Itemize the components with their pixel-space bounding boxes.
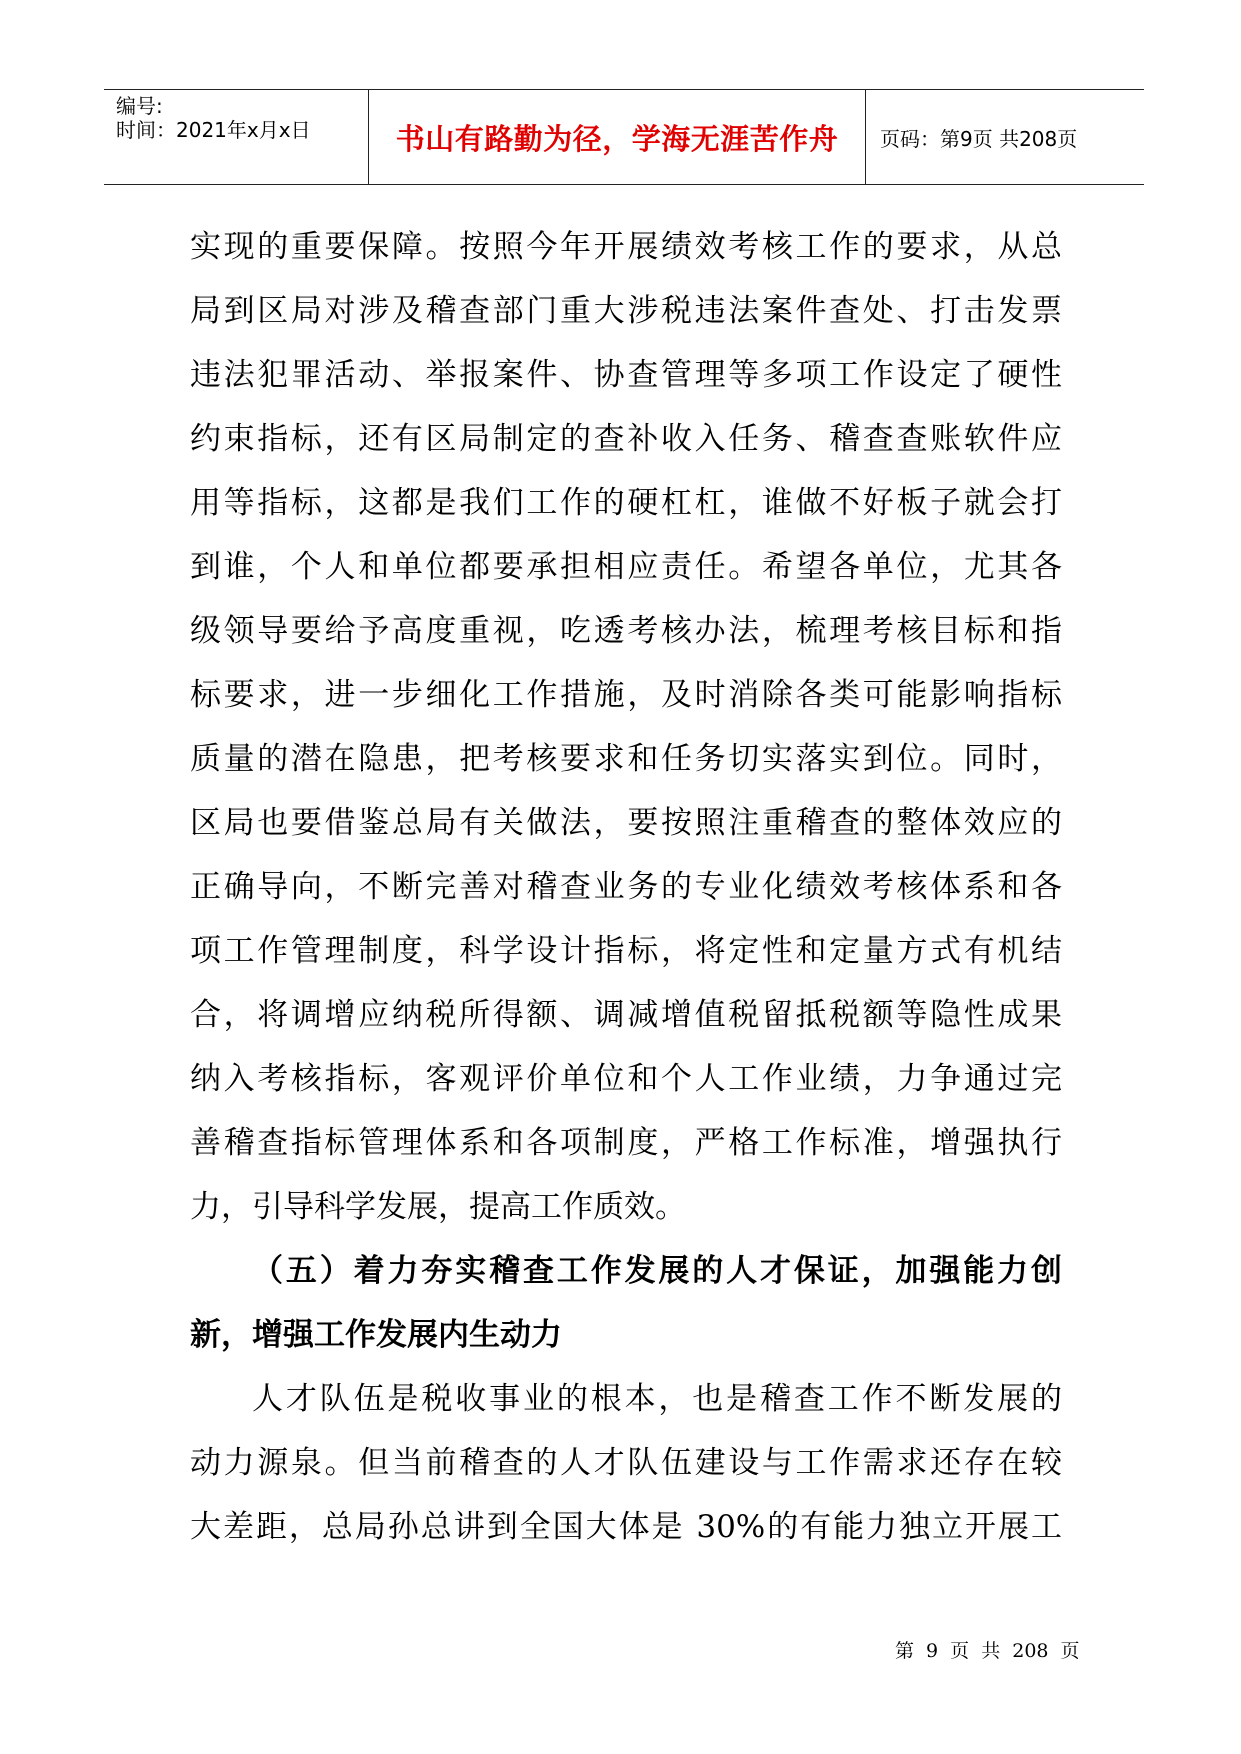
page-footer-number: 第 9 页 共 208 页 — [895, 1640, 1080, 1662]
section-heading-continued: 新，增强工作发展内生动力 — [190, 1317, 562, 1353]
body-line: 用等指标，这都是我们工作的硬杠杠，谁做不好板子就会打 — [190, 485, 1062, 521]
body-line: 善稽查指标管理体系和各项制度，严格工作标准，增强执行 — [190, 1125, 1062, 1161]
body-line: 局到区局对涉及稽查部门重大涉税违法案件查处、打击发票 — [190, 293, 1062, 329]
body-line: 力，引导科学发展，提高工作质效。 — [190, 1189, 686, 1225]
body-line: 违法犯罪活动、举报案件、协查管理等多项工作设定了硬性 — [190, 357, 1062, 393]
header-motto: 书山有路勤为径，学海无涯苦作舟 — [395, 121, 839, 156]
body-line: 质量的潜在隐患，把考核要求和任务切实落实到位。同时， — [190, 741, 1062, 777]
header-middle-cell — [368, 90, 866, 184]
page-header — [104, 89, 1144, 185]
section-heading: （五）着力夯实稽查工作发展的人才保证，加强能力创 — [252, 1253, 1062, 1289]
serial-number-label: 编号: — [116, 94, 163, 118]
body-line: 到谁，个人和单位都要承担相应责任。希望各单位，尤其各 — [190, 549, 1062, 585]
body-line: 区局也要借鉴总局有关做法，要按照注重稽查的整体效应的 — [190, 805, 1062, 841]
body-line: 实现的重要保障。按照今年开展绩效考核工作的要求，从总 — [190, 229, 1062, 265]
body-line: 标要求，进一步细化工作措施，及时消除各类可能影响指标 — [190, 677, 1062, 713]
body-line: 纳入考核指标，客观评价单位和个人工作业绩，力争通过完 — [190, 1061, 1062, 1097]
body-line: 动力源泉。但当前稽查的人才队伍建设与工作需求还存在较 — [190, 1445, 1062, 1481]
body-line: 正确导向，不断完善对稽查业务的专业化绩效考核体系和各 — [190, 869, 1062, 905]
body-line: 项工作管理制度，科学设计指标，将定性和定量方式有机结 — [190, 933, 1062, 969]
body-line: 级领导要给予高度重视，吃透考核办法，梳理考核目标和指 — [190, 613, 1062, 649]
body-line: 大差距，总局孙总讲到全国大体是 30%的有能力独立开展工 — [190, 1509, 1062, 1545]
header-right-cell — [866, 90, 1144, 184]
body-line: 人才队伍是税收事业的根本，也是稽查工作不断发展的 — [252, 1381, 1062, 1417]
date-label: 时间：2021年x月x日 — [116, 118, 311, 142]
body-line: 合，将调增应纳税所得额、调减增值税留抵税额等隐性成果 — [190, 997, 1062, 1033]
header-page-code: 页码：第9页 共208页 — [880, 126, 1078, 151]
document-body — [190, 215, 1062, 1559]
header-left-cell — [104, 90, 368, 184]
body-line: 约束指标，还有区局制定的查补收入任务、稽查查账软件应 — [190, 421, 1062, 457]
